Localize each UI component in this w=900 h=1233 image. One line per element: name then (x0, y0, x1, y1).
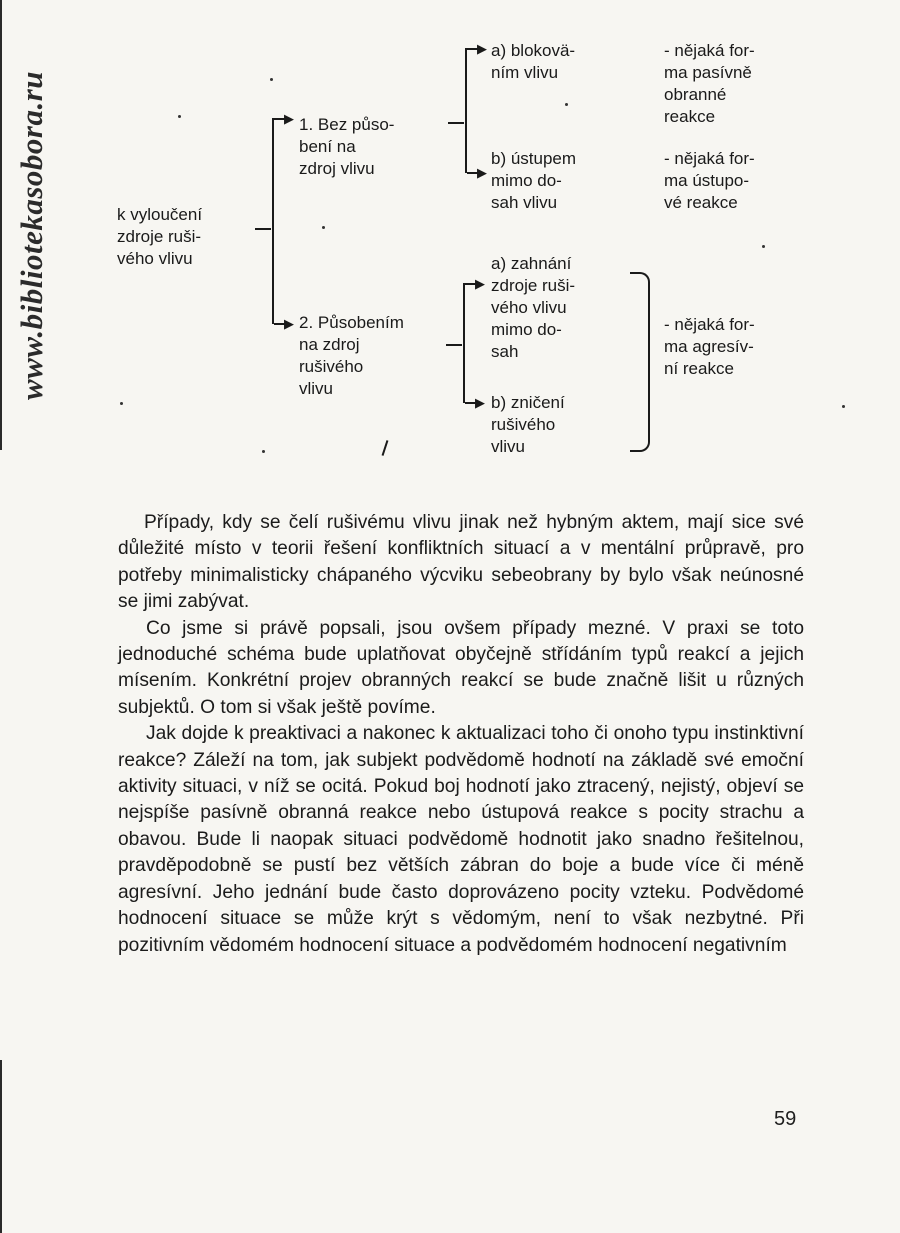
scan-speck (322, 226, 325, 229)
scan-speck (842, 405, 845, 408)
scan-speck (565, 103, 568, 106)
diagram-reaction-2: - nějaká for- ma agresív- ní reakce (664, 315, 755, 378)
diagram-item-1b: b) ústupem mimo do- sah vlivu (491, 149, 577, 212)
bracket-line-1 (255, 228, 271, 230)
bracket-line-9 (446, 344, 462, 346)
arrow-2: ▶ (284, 316, 294, 331)
page-number: 59 (774, 1108, 797, 1130)
watermark: www.bibliotekasobora.ru (14, 70, 49, 400)
arrow-6: ▶ (475, 395, 485, 410)
scan-stroke (382, 440, 389, 456)
arrow-4: ▶ (477, 165, 487, 180)
scan-speck (762, 245, 765, 248)
diagram-item-2b: b) zničení rušivého vlivu (491, 393, 565, 456)
paragraph-2: Co jsme si právě popsali, jsou ovšem případy mezné. V praxi se toto jednoduché schéma bude uplatňovat obyčejně střídáním typů reakcí a jejich mísením. Konkrétní projev obranných reakcí se bude značně lišit u různých subjektů. O tom si však ještě povíme. (118, 617, 804, 718)
diagram-root: k vyloučení zdroje ruši- vého vlivu (117, 205, 203, 268)
body-text (118, 510, 804, 959)
diagram-reaction-1b: - nějaká for- ma ústupo- vé reakce (664, 149, 755, 212)
bracket-line-6 (465, 48, 467, 173)
arrow-1: ▶ (284, 111, 294, 126)
arrow-5: ▶ (475, 276, 485, 291)
arrow-3: ▶ (477, 41, 487, 56)
diagram-item-2a: a) zahnání zdroje ruši- vého vlivu mimo do- sah (491, 254, 576, 361)
bracket-line-2 (272, 118, 274, 324)
scan-speck (262, 450, 265, 453)
paragraph-3: Jak dojde k preaktivaci a nakonec k aktualizaci toho či onoho typu instinktivní reakce? Záleží na tom, jak subjekt podvědomě hodnotí na základě své emoční aktivity situaci, v níž se ocitá. Pokud boj hodnotí jako ztracený, nejistý, objeví se nejspíše pasívně obranná reakce nebo ústupová reakce s pocity strachu a obavou. Bude li naopak situaci podvědomě hodnotit jako snadno řešitelnou, pravděpodobně se pustí bez větších zábran do boje a bude více či méně agresívní. Jeho jednání bude často doprovázeno pocity vzteku. Podvědomé hodnocení situace se může krýt s vědomým, není to však nezbytné. Při pozitivním vědomém hodnocení situace a podvědomém hodnocení negativním (118, 723, 804, 956)
right-brace (630, 272, 650, 452)
diagram-branch-2: 2. Působením na zdroj rušivého vlivu (299, 313, 404, 398)
diagram-reaction-1a: - nějaká for- ma pasívně obranné reakce (664, 41, 755, 126)
page-edge-bottom (0, 1060, 2, 1233)
classification-diagram (0, 0, 900, 480)
bracket-line-5 (448, 122, 464, 124)
diagram-item-1a: a) blokovä- ním vlivu (491, 41, 576, 82)
scan-speck (270, 78, 273, 81)
bracket-line-10 (463, 283, 465, 403)
scan-speck (178, 115, 181, 118)
scan-speck (120, 402, 123, 405)
paragraph-1: Případy, kdy se čelí rušivému vlivu jinak než hybným aktem, mají sice své důležité místo v teorii řešení konfliktních situací a v mentální průpravě, pro potřeby minimalisticky chápaného výcviku sebeobrany by bylo však neúnosné se jimi zabývat. (118, 512, 804, 613)
diagram-branch-1: 1. Bez půso- bení na zdroj vlivu (299, 115, 395, 178)
